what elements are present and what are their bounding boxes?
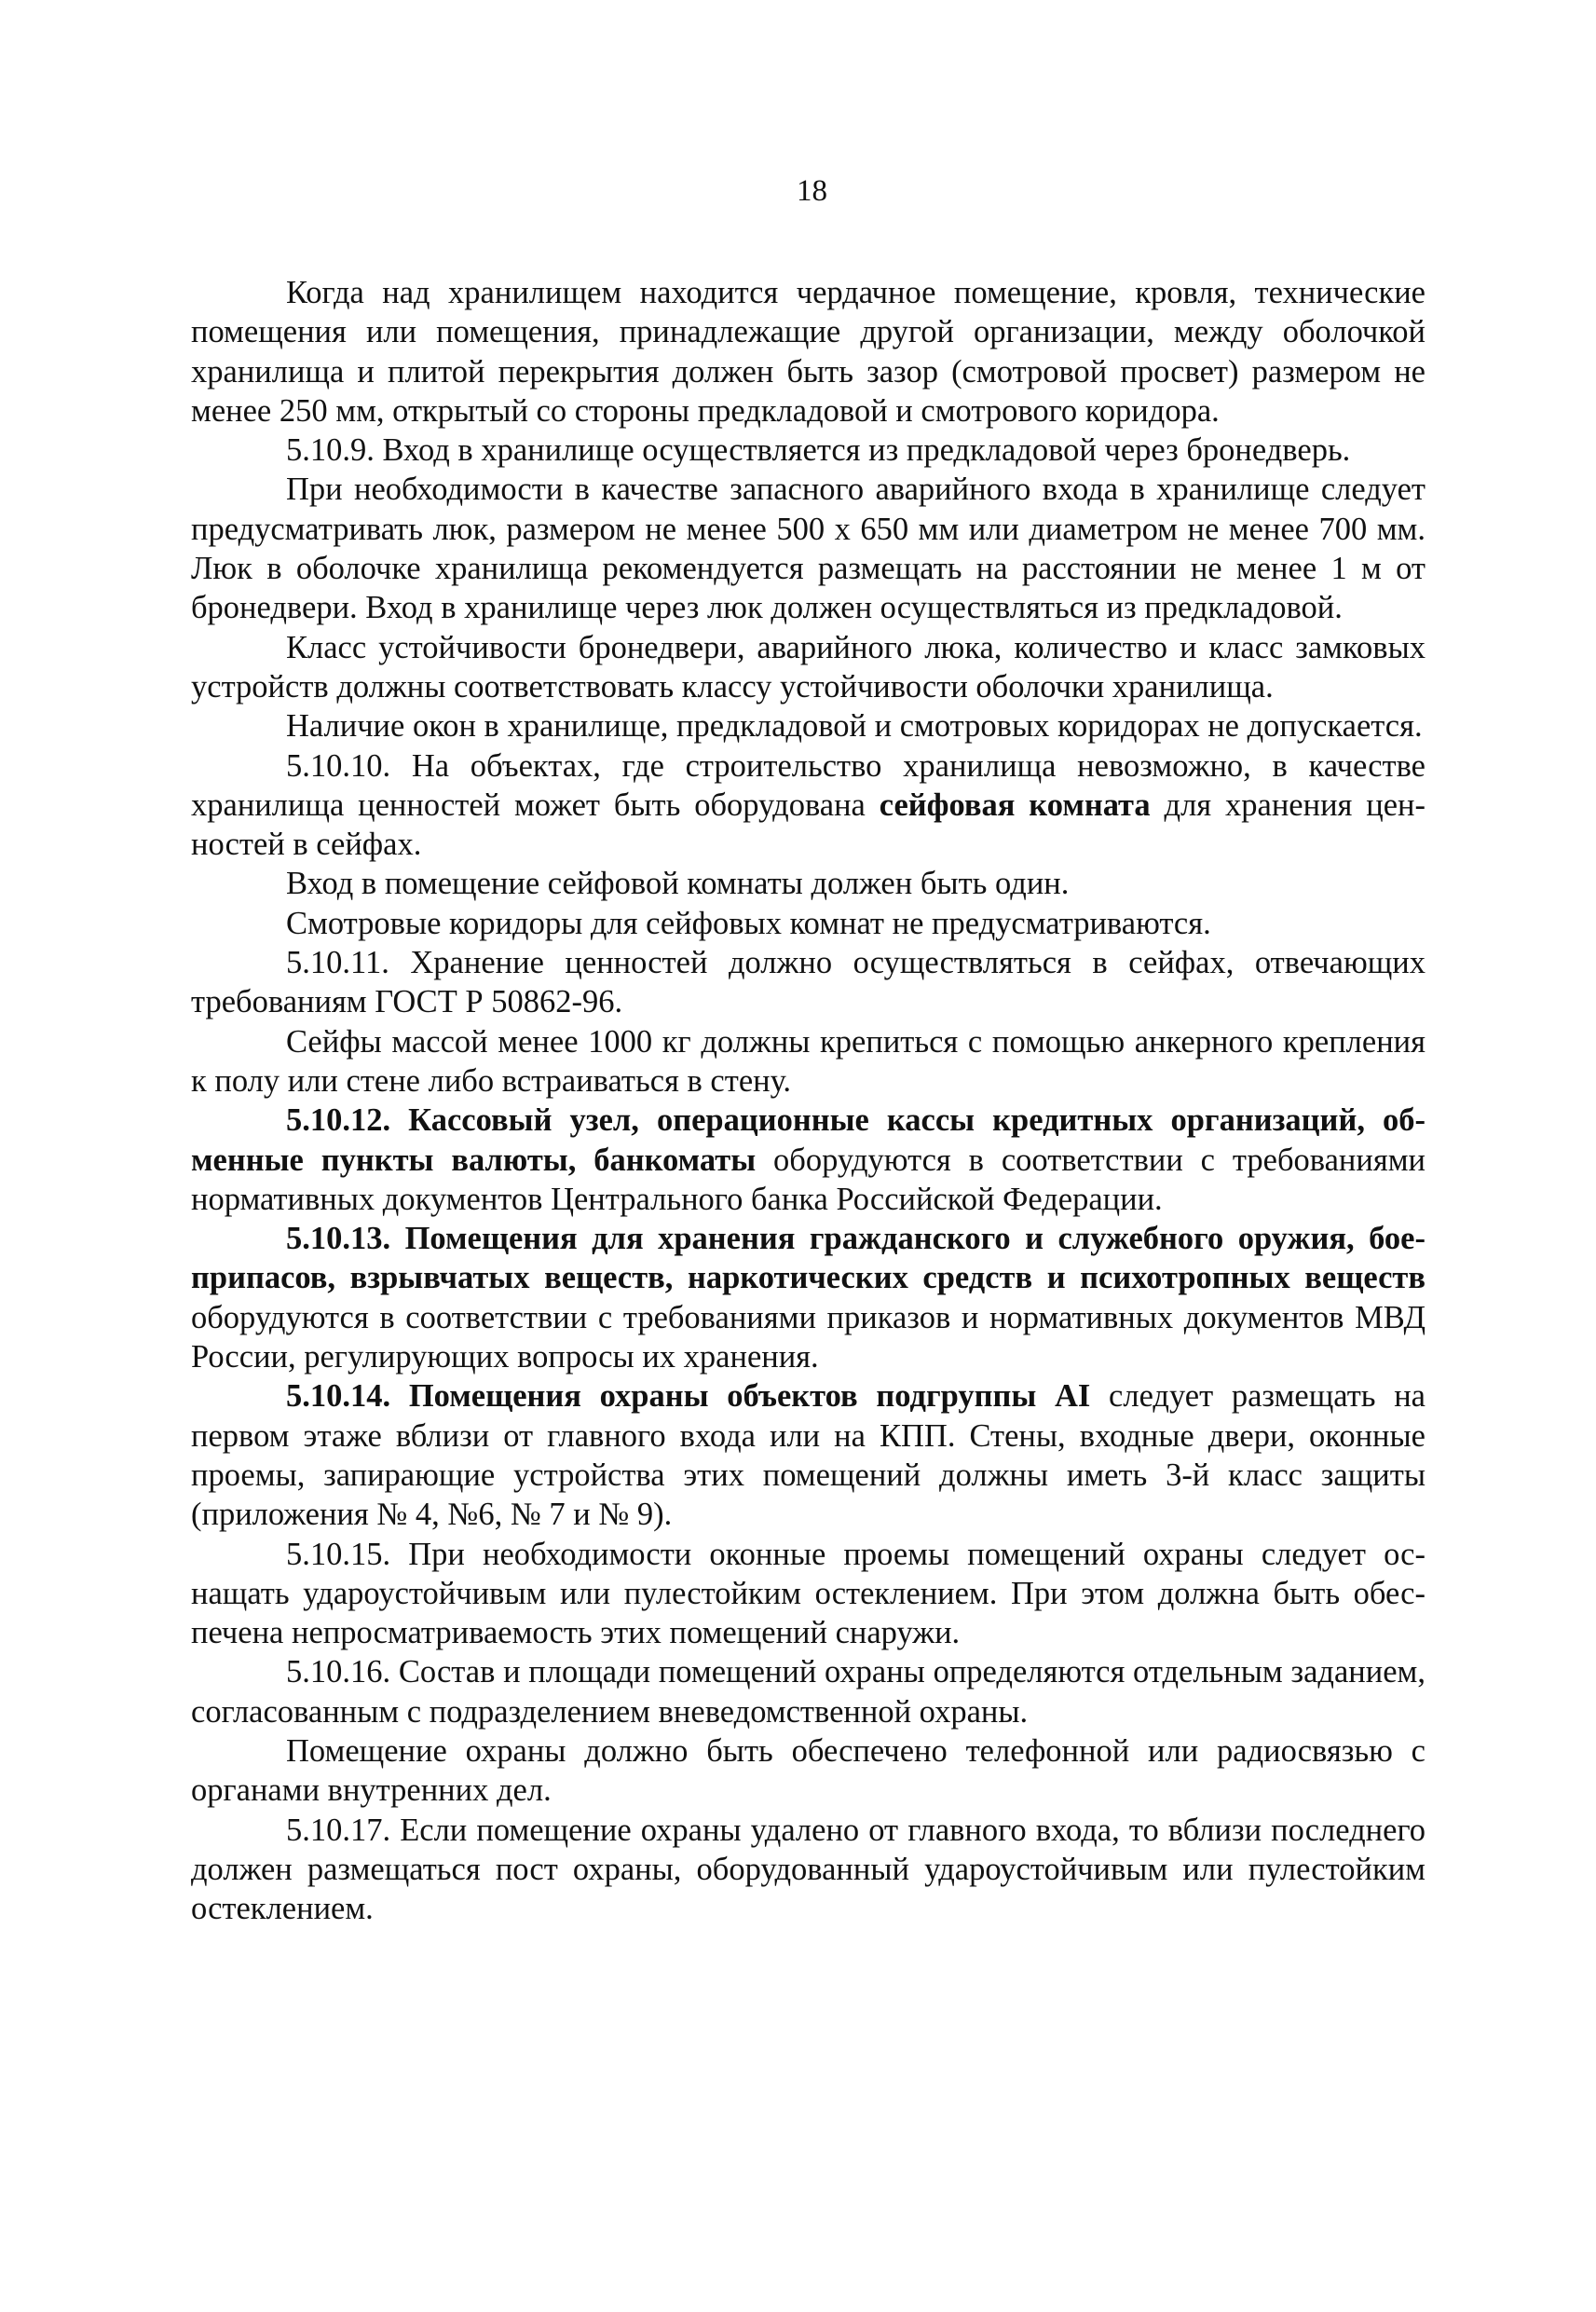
paragraph-text: Когда над хранилищем находится чердачное помещение, кровля, технические помещения или помещения, принадлежащие другой организации, между оболочкой хранилища и плитой перекрытия должен быть зазор (смотровой просвет) размером не менее 250 мм, открытый со стороны предкладовой и смотрового коридора. [191,275,1425,429]
paragraph-5-10-11 [191,943,1425,1022]
page-number: 18 [797,174,827,208]
paragraph-no-windows [191,706,1425,746]
document-body [191,273,1425,1928]
paragraph-text: 5.10.11. Хранение ценностей должно осуществляться в сейфах, отвечающих требованиям ГОСТ Р 50862-96. [191,945,1425,1020]
paragraph-text: При необходимости в качестве запасного аварийного входа в хранилище следует предусматривать люк, размером не менее 500 х 650 мм или диаметром не менее 700 мм. Люк в оболочке хранилища рекомендуется размещать на расстоянии не менее 1 м от бронедвери. Вход в хранилище через люк должен осуществляться из предкладовой. [191,472,1425,626]
bold-term-safe-room: сейфовая комната [879,787,1151,823]
paragraph-text: оборудуются в соответствии с требованиями приказов и нормативных документов МВД России, регулирующих вопросы их хранения. [191,1299,1425,1375]
paragraph-single-entrance [191,864,1425,903]
bold-heading-security-rooms: 5.10.14. Помещения охраны объектов подгруппы АI [286,1378,1091,1415]
paragraph-text: Наличие окон в хранилище, предкладовой и смотровых коридорах не допускается. [286,708,1423,745]
paragraph-5-10-16 [191,1652,1425,1731]
paragraph-no-corridors [191,904,1425,943]
paragraph-door-class [191,628,1425,707]
paragraph-5-10-12 [191,1101,1425,1219]
paragraph-text: оборудуются в соответствии с требованиями нормативных документов Центрального банка Российской Федерации. [191,1142,1425,1217]
paragraph-text: 5.10.17. Если помещение охраны удалено от главного входа, то вблизи последнего должен размещаться пост охраны, оборудованный удароустойчивым или пулестойким остеклением. [191,1812,1425,1927]
paragraph-text: 5.10.15. При необходимости оконные проемы помещений охраны следует оснащать удароустойчивым или пулестойким остеклением. При этом должна быть обеспечена непросматриваемость этих помещений снаружи. [191,1536,1425,1651]
paragraph-text: следует размещать на первом этаже вблизи от главного входа или на КПП. Стены, входные двери, оконные проемы, запирающие устройства этих помещений должны иметь 3-й класс защиты (приложения № 4, №6, № 7 и № 9). [191,1378,1425,1533]
paragraph-text: 5.10.10. На объектах, где строительство хранилища невозможно, в качестве хранилища ценностей может быть оборудована [191,747,1425,823]
paragraph-text: 5.10.16. Состав и площади помещений охраны определяются отдельным заданием, согласованным с подразделением вневедомственной охраны. [191,1654,1425,1730]
paragraph-5-10-9 [191,431,1425,470]
paragraph-5-10-15 [191,1535,1425,1653]
paragraph-attic-gap [191,273,1425,431]
bold-heading-cash-units: 5.10.12. Кассовый узел, операционные кассы кредитных организаций, обменные пункты валюты, банкоматы [191,1102,1425,1178]
paragraph-text: Класс устойчивости бронедвери, аварийного люка, количество и класс замковых устройств должны соответствовать классу устойчивости оболочки хранилища. [191,629,1425,705]
paragraph-5-10-17 [191,1811,1425,1929]
paragraph-text: Сейфы массой менее 1000 кг должны крепиться с помощью анкерного крепления к полу или стене либо встраиваться в стену. [191,1023,1425,1099]
paragraph-emergency-hatch [191,470,1425,627]
paragraph-text: для хранения ценностей в сейфах. [191,787,1425,863]
paragraph-safe-anchoring [191,1022,1425,1101]
paragraph-5-10-10 [191,746,1425,865]
paragraph-5-10-13 [191,1219,1425,1376]
bold-heading-weapons-storage: 5.10.13. Помещения для хранения гражданского и служебного оружия, боеприпасов, взрывчатых веществ, наркотических средств и психотропных веществ [191,1221,1425,1296]
paragraph-5-10-14 [191,1376,1425,1534]
paragraph-text: Смотровые коридоры для сейфовых комнат не предусматриваются. [286,905,1211,941]
paragraph-text: Помещение охраны должно быть обеспечено телефонной или радиосвязью с органами внутренних дел. [191,1732,1425,1809]
paragraph-text: 5.10.9. Вход в хранилище осуществляется из предкладовой через бронедверь. [286,432,1351,469]
paragraph-communications [191,1731,1425,1811]
paragraph-text: Вход в помещение сейфовой комнаты должен быть один. [286,866,1070,902]
